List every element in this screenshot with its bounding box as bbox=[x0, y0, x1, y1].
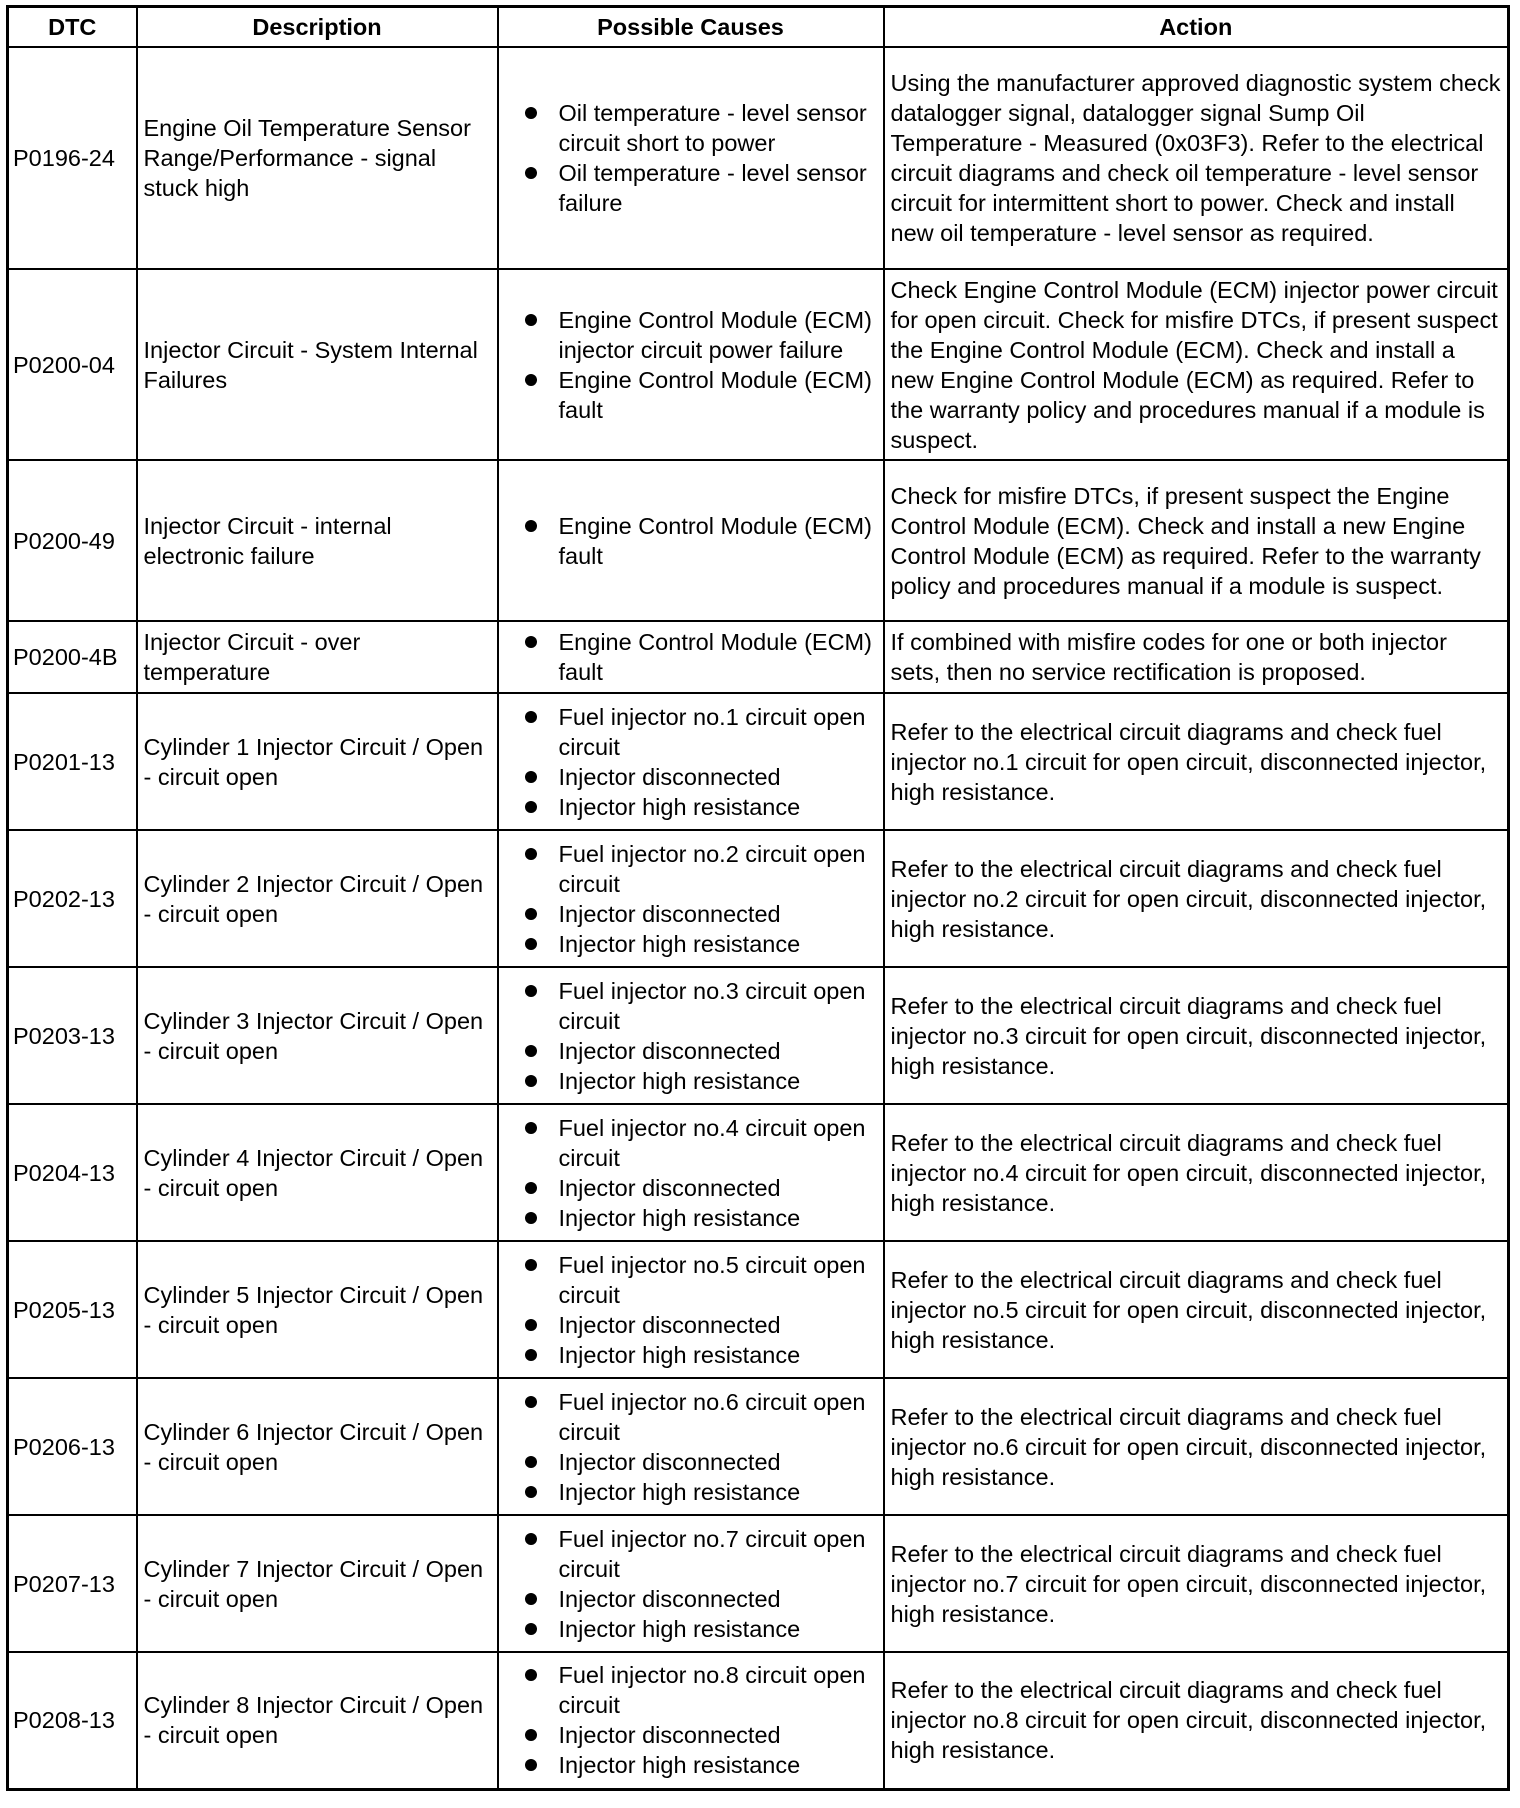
cause-item: Fuel injector no.3 circuit open circuit bbox=[523, 976, 877, 1036]
dtc-description: Injector Circuit - System Internal Failures bbox=[137, 269, 498, 460]
table-row bbox=[8, 967, 1509, 1104]
cause-item: Injector high resistance bbox=[523, 1066, 877, 1096]
table-row bbox=[8, 1652, 1509, 1789]
cause-item: Engine Control Module (ECM) fault bbox=[523, 511, 877, 571]
cause-item: Engine Control Module (ECM) injector circuit power failure bbox=[523, 305, 877, 365]
dtc-code: P0203-13 bbox=[8, 967, 137, 1104]
cause-item: Fuel injector no.5 circuit open circuit bbox=[523, 1250, 877, 1310]
causes-list bbox=[505, 1113, 877, 1233]
cause-item: Engine Control Module (ECM) fault bbox=[523, 627, 877, 687]
cause-item: Injector disconnected bbox=[523, 1584, 877, 1614]
possible-causes bbox=[498, 1378, 884, 1515]
dtc-code: P0204-13 bbox=[8, 1104, 137, 1241]
action-text: Refer to the electrical circuit diagrams and check fuel injector no.5 circuit for open circuit, disconnected injector, high resistance. bbox=[884, 1241, 1509, 1378]
table-row bbox=[8, 1104, 1509, 1241]
possible-causes bbox=[498, 967, 884, 1104]
dtc-description: Cylinder 3 Injector Circuit / Open - circuit open bbox=[137, 967, 498, 1104]
possible-causes bbox=[498, 1241, 884, 1378]
dtc-description: Cylinder 4 Injector Circuit / Open - circuit open bbox=[137, 1104, 498, 1241]
cause-item: Injector high resistance bbox=[523, 792, 877, 822]
possible-causes bbox=[498, 621, 884, 693]
causes-list bbox=[505, 1250, 877, 1370]
cause-item: Injector disconnected bbox=[523, 1447, 877, 1477]
action-text: Check Engine Control Module (ECM) injector power circuit for open circuit. Check for misfire DTCs, if present suspect the Engine Control Module (ECM). Check and install a new Engine Control Module (ECM) as required. Refer to the warranty policy and procedures manual if a module is suspect. bbox=[884, 269, 1509, 460]
causes-list bbox=[505, 1524, 877, 1644]
cause-item: Injector disconnected bbox=[523, 762, 877, 792]
action-text: Refer to the electrical circuit diagrams and check fuel injector no.2 circuit for open circuit, disconnected injector, high resistance. bbox=[884, 830, 1509, 967]
header-possible-causes: Possible Causes bbox=[498, 7, 884, 48]
table-body bbox=[8, 47, 1509, 1789]
dtc-description: Injector Circuit - over temperature bbox=[137, 621, 498, 693]
cause-item: Oil temperature - level sensor circuit short to power bbox=[523, 98, 877, 158]
possible-causes bbox=[498, 269, 884, 460]
table-row bbox=[8, 1378, 1509, 1515]
dtc-description: Engine Oil Temperature Sensor Range/Performance - signal stuck high bbox=[137, 47, 498, 269]
causes-list bbox=[505, 1387, 877, 1507]
causes-list bbox=[505, 976, 877, 1096]
action-text: Refer to the electrical circuit diagrams and check fuel injector no.6 circuit for open circuit, disconnected injector, high resistance. bbox=[884, 1378, 1509, 1515]
cause-item: Injector high resistance bbox=[523, 1614, 877, 1644]
causes-list bbox=[505, 511, 877, 571]
action-text: Using the manufacturer approved diagnostic system check datalogger signal, datalogger signal Sump Oil Temperature - Measured (0x03F3). Refer to the electrical circuit diagrams and check oil temperature - level sensor circuit for intermittent short to power. Check and install new oil temperature - level sensor as required. bbox=[884, 47, 1509, 269]
causes-list bbox=[505, 98, 877, 218]
dtc-code: P0208-13 bbox=[8, 1652, 137, 1789]
cause-item: Injector high resistance bbox=[523, 1477, 877, 1507]
dtc-description: Cylinder 1 Injector Circuit / Open - circuit open bbox=[137, 693, 498, 830]
possible-causes bbox=[498, 830, 884, 967]
table-row bbox=[8, 460, 1509, 621]
cause-item: Injector disconnected bbox=[523, 1310, 877, 1340]
header-action: Action bbox=[884, 7, 1509, 48]
causes-list bbox=[505, 702, 877, 822]
cause-item: Injector disconnected bbox=[523, 1720, 877, 1750]
dtc-description: Cylinder 7 Injector Circuit / Open - circuit open bbox=[137, 1515, 498, 1652]
table-row bbox=[8, 47, 1509, 269]
dtc-code: P0207-13 bbox=[8, 1515, 137, 1652]
dtc-description: Cylinder 8 Injector Circuit / Open - circuit open bbox=[137, 1652, 498, 1789]
possible-causes bbox=[498, 1515, 884, 1652]
cause-item: Injector high resistance bbox=[523, 929, 877, 959]
dtc-code: P0200-4B bbox=[8, 621, 137, 693]
possible-causes bbox=[498, 47, 884, 269]
dtc-description: Injector Circuit - internal electronic failure bbox=[137, 460, 498, 621]
cause-item: Injector disconnected bbox=[523, 1036, 877, 1066]
cause-item: Injector high resistance bbox=[523, 1340, 877, 1370]
action-text: Refer to the electrical circuit diagrams and check fuel injector no.8 circuit for open circuit, disconnected injector, high resistance. bbox=[884, 1652, 1509, 1789]
causes-list bbox=[505, 839, 877, 959]
dtc-code: P0200-04 bbox=[8, 269, 137, 460]
table-row bbox=[8, 1515, 1509, 1652]
possible-causes bbox=[498, 693, 884, 830]
action-text: Refer to the electrical circuit diagrams and check fuel injector no.3 circuit for open circuit, disconnected injector, high resistance. bbox=[884, 967, 1509, 1104]
dtc-code: P0201-13 bbox=[8, 693, 137, 830]
cause-item: Fuel injector no.8 circuit open circuit bbox=[523, 1660, 877, 1720]
causes-list bbox=[505, 1660, 877, 1780]
dtc-table bbox=[6, 5, 1510, 1791]
dtc-code: P0196-24 bbox=[8, 47, 137, 269]
cause-item: Engine Control Module (ECM) fault bbox=[523, 365, 877, 425]
action-text: Refer to the electrical circuit diagrams and check fuel injector no.4 circuit for open circuit, disconnected injector, high resistance. bbox=[884, 1104, 1509, 1241]
dtc-code: P0206-13 bbox=[8, 1378, 137, 1515]
dtc-code: P0202-13 bbox=[8, 830, 137, 967]
table-header-row bbox=[8, 7, 1509, 48]
dtc-description: Cylinder 6 Injector Circuit / Open - circuit open bbox=[137, 1378, 498, 1515]
cause-item: Oil temperature - level sensor failure bbox=[523, 158, 877, 218]
table-row bbox=[8, 1241, 1509, 1378]
dtc-description: Cylinder 5 Injector Circuit / Open - circuit open bbox=[137, 1241, 498, 1378]
action-text: Refer to the electrical circuit diagrams and check fuel injector no.7 circuit for open circuit, disconnected injector, high resistance. bbox=[884, 1515, 1509, 1652]
dtc-code: P0205-13 bbox=[8, 1241, 137, 1378]
cause-item: Fuel injector no.7 circuit open circuit bbox=[523, 1524, 877, 1584]
causes-list bbox=[505, 305, 877, 425]
cause-item: Injector high resistance bbox=[523, 1203, 877, 1233]
cause-item: Fuel injector no.4 circuit open circuit bbox=[523, 1113, 877, 1173]
header-dtc: DTC bbox=[8, 7, 137, 48]
possible-causes bbox=[498, 1652, 884, 1789]
cause-item: Injector high resistance bbox=[523, 1750, 877, 1780]
dtc-description: Cylinder 2 Injector Circuit / Open - circuit open bbox=[137, 830, 498, 967]
cause-item: Injector disconnected bbox=[523, 899, 877, 929]
action-text: Check for misfire DTCs, if present suspect the Engine Control Module (ECM). Check and install a new Engine Control Module (ECM) as required. Refer to the warranty policy and procedures manual if a module is suspect. bbox=[884, 460, 1509, 621]
possible-causes bbox=[498, 1104, 884, 1241]
table-row bbox=[8, 830, 1509, 967]
cause-item: Fuel injector no.2 circuit open circuit bbox=[523, 839, 877, 899]
dtc-code: P0200-49 bbox=[8, 460, 137, 621]
header-description: Description bbox=[137, 7, 498, 48]
causes-list bbox=[505, 627, 877, 687]
possible-causes bbox=[498, 460, 884, 621]
table-row bbox=[8, 621, 1509, 693]
table-row bbox=[8, 269, 1509, 460]
action-text: Refer to the electrical circuit diagrams and check fuel injector no.1 circuit for open circuit, disconnected injector, high resistance. bbox=[884, 693, 1509, 830]
cause-item: Injector disconnected bbox=[523, 1173, 877, 1203]
table-row bbox=[8, 693, 1509, 830]
cause-item: Fuel injector no.6 circuit open circuit bbox=[523, 1387, 877, 1447]
action-text: If combined with misfire codes for one or both injector sets, then no service rectification is proposed. bbox=[884, 621, 1509, 693]
cause-item: Fuel injector no.1 circuit open circuit bbox=[523, 702, 877, 762]
